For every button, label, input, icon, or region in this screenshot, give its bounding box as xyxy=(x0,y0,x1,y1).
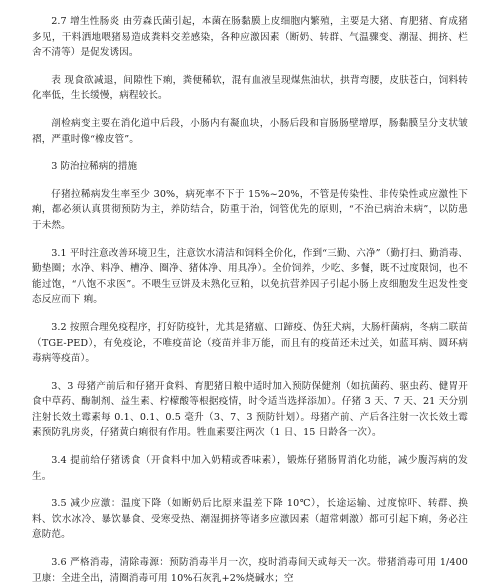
paragraph-intro-3: 仔猪拉稀病发生率至少 30%，病死率不下于 15%~20%，不管是传染性、非传染性或应激性下痢，都必须认真贯彻预防为主，养防结合，防重于治，饲管优先的原则，“不治已病治未病”，以防患于未然。 xyxy=(32,188,468,231)
paragraph-3-3: 3、3 母猪产前后和仔猪开食料、育肥猪日粮中适时加入预防保健剂（如抗菌药、驱虫药、健胃开食中草药、酶制剂、益生素、柠檬酸等根据疫情，时令适当选择添加）。仔猪 3 天、7 天、21 天分别注射长效土霉素每 0.1、0.1、0.5 毫升（3、7、3 预防针划）。母猪产前、产后各注射一次长效土霉素预防乳房炎，仔猪黄白痢很有作用。牲血素要注两次（1 日、15 日龄各一次）。 xyxy=(32,380,468,439)
paragraph-2-7: 2.7 增生性肠炎 由劳森氏菌引起，本菌在肠黏膜上皮细胞内繁殖，主要是大猪、育肥猪、育成猪多见，干料洒地喂猪易造成粪料交差感染，各种应激因素（断奶、转群、气温骤变、潮湿、拥挤、栏舍不清等）是促发诱因。 xyxy=(32,16,468,59)
paragraph-autopsy: 剖检病变主要在消化道中后段，小肠内有凝血块，小肠后段和盲肠肠壁增厚，肠黏膜呈分支状皱褶，严重时像“橡皮管”。 xyxy=(32,117,468,145)
paragraph-3-4: 3.4 提前给仔猪诱食（开食料中加入奶精或香味素），锻炼仔猪肠胃消化功能，减少腹泻病的发生。 xyxy=(32,455,468,482)
paragraph-3-1: 3.1 平时注意改善环境卫生，注意饮水清洁和饲料全价化，作到“三勤、六净”（勤打扫、勤消毒、勤垫圈；水净、料净、槽净、圈净、猪体净、用具净）。全价饲养，少吃、多餐，既不过度限饲，也不能过饱，“八饱不求医”。不喂生豆饼及未熟化豆粕，以免抗营养因子引起小肠上皮细胞发生迟发性变态反应而下 痢。 xyxy=(32,247,468,306)
section-heading-3: 3 防治拉稀病的措施 xyxy=(51,161,138,173)
paragraph-symptoms: 表 现食欲减退，间隙性下痢，粪便稀软，混有血液呈现煤焦油状，拱背弯腰，皮肤苍白，饲料转化率低，生长缓慢，病程较长。 xyxy=(32,74,468,102)
paragraph-3-5: 3.5 减少应激：温度下降（如断奶后比原来温差下降 10℃），长途运输、过度惊吓、转群、换料、饮水冰冷、暴饮暴食、受寒受热、潮湿拥挤等诸多应激因素（超常刺激）都可引起下痢，务必注意防范。 xyxy=(32,498,468,541)
paragraph-3-2: 3.2 按照合理免疫程序，打好防疫针，尤其是猪瘟、口蹄疫、伪狂犬病，大肠杆菌病，冬病二联苗（TGE-PED），有免疫论，不唯疫苗论（疫苗并非万能，而且有的疫苗还未过关，如蓝耳病、圆环病毒病等疫苗）。 xyxy=(32,321,468,365)
paragraph-3-6: 3.6 严格消毒，清除毒源：预防消毒半月一次，疫时消毒间天或每天一次。带猪消毒可用 1/400 卫康：全进全出，清圈消毒可用 10%石灰乳+2%烧碱水；空 xyxy=(32,557,468,584)
